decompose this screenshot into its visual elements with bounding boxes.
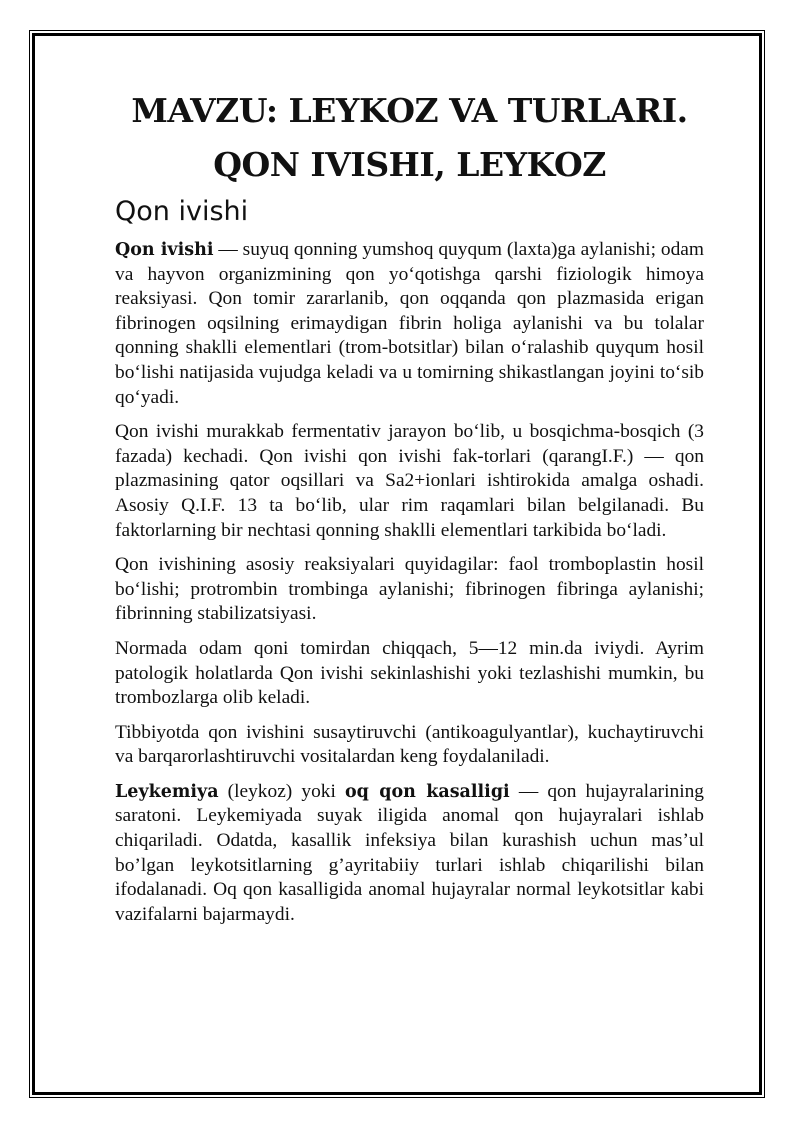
- term-leykemiya: Leykemiya: [115, 781, 219, 802]
- paragraph-3: Qon ivishining asosiy reaksiyalari quyidagilar: faol tromboplastin hosil boʻlishi; protrombin trombinga aylanishi; fibrinogen fibringa aylanishi; fibrinning stabilizatsiyasi.: [115, 554, 704, 625]
- paragraph-2: Qon ivishi murakkab fermentativ jarayon boʻlib, u bosqichma-bosqich (3 fazada) kechadi. Qon ivishi qon ivishi fak-torlari (qarangI.F.) — qon plazmasining qator oqsillari va Sa2+ionlari ishtirokida amalga oshadi. Asosiy Q.I.F. 13 ta boʻlib, ular rim raqamlari bilan belgilanadi. Bu faktorlarning bir nechtasi qonning shaklli elementlari tarkibida boʻladi.: [115, 421, 704, 541]
- title-line-1: MAVZU: LEYKOZ VA TURLARI.: [131, 91, 688, 130]
- paragraph-6: [115, 780, 704, 928]
- paragraph-4: Normada odam qoni tomirdan chiqqach, 5—12 min.da iviydi. Ayrim patologik holatlarda Qon ivishi sekinlashishi yoki tezlashishi mumkin, bu trombozlarga olib keladi.: [115, 637, 704, 709]
- document-title: [115, 84, 704, 192]
- term-oq-qon-kasalligi: oq qon kasalligi: [344, 781, 510, 802]
- paragraph-1-text: — suyuq qonning yumshoq quyqum (laxta)ga aylanishi; odam va hayvon organizmining qon yoʻqotishga qarshi fiziologik himoya reaksiyasi. Qon tomir zararlanib, qon oqqanda qon plazmasida erigan fibrinogen oqsilning erimaydigan fibrin holiga aylanishi va bu tolalar qonning shaklli elementlari (trom-botsitlar) bilan oʻralashib quyqum hosil boʻlishi natijasida vujudga keladi va u tomirning shikastlangan joyini toʻsib qoʻyadi.: [115, 239, 704, 408]
- paragraph-6-text: — qon hujayralarining saratoni. Leykemiyada suyak iligida anomal qon hujayralari ishlab chiqariladi. Odatda, kasallik infeksiya bilan kurashish uchun mas’ul bo’lgan leykotsitlarning g’ayritabiiy turlari ishlab chiqarilishi bilan ifodalanadi. Oq qon kasalligida anomal hujayralar normal leykotsitlar kabi vazifalarni bajarmaydi.: [115, 780, 704, 925]
- paragraph-1: [115, 238, 704, 410]
- document-body: [115, 84, 704, 937]
- paragraph-5: Tibbiyotda qon ivishini susaytiruvchi (antikoagulyantlar), kuchaytiruvchi va barqarorlashtiruvchi vositalardan keng foydalaniladi.: [115, 721, 704, 768]
- title-line-2: QON IVISHI, LEYKOZ: [213, 145, 606, 184]
- paragraph-6-connector: (leykoz) yoki: [218, 780, 345, 802]
- term-qon-ivishi: Qon ivishi: [115, 240, 214, 260]
- section-heading: Qon ivishi: [115, 196, 249, 227]
